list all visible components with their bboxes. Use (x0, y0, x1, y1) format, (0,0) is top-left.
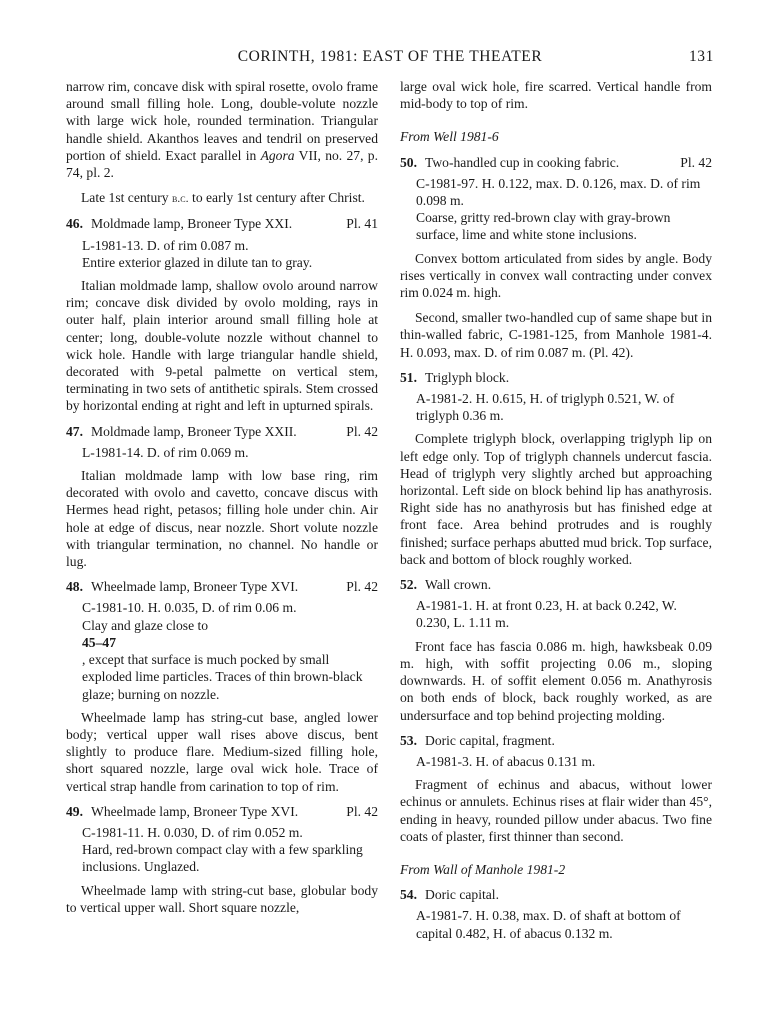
page-number: 131 (688, 48, 714, 65)
entry-46-description: Italian moldmade lamp, shallow ovolo around narrow rim; concave disk divided by ovolo molding, rays in outer half, plain interior around small filling hole at center; long, double-volute nozzle without channel to wick hole. Handle with large triangular handle shield, decorated with 9-petal palmette on vertical stem, terminating in two sets of antithetic spirals. Stem crossed by horizontal ending at right and left in upturned spirals. (66, 278, 378, 414)
plate-ref: Pl. 42 (346, 423, 378, 439)
plate-ref: Pl. 42 (346, 579, 378, 595)
entry-50-meta: C-1981-97. H. 0.122, max. D. 0.126, max. D. of rim 0.098 m. Coarse, gritty red-brown clay with gray-brown surface, lime and white stone inclusions. (416, 175, 701, 243)
entry-53-title: 53. Doric capital, fragment. (400, 732, 555, 748)
entry-50-title: 50. Two-handled cup in cooking fabric. Pl. 42 (400, 154, 712, 170)
entry-52-title: 52. Wall crown. (400, 577, 492, 593)
continued-paragraph: large oval wick hole, fire scarred. Vertical handle from mid-body to top of rim. (400, 79, 712, 112)
entry-50-description: Convex bottom articulated from sides by angle. Body rises vertically in convex wall contracting under convex rim 0.024 m. high. (400, 250, 712, 301)
entry-49-description: Wheelmade lamp with string-cut base, globular body to vertical upper wall. Short square nozzle, (66, 882, 378, 915)
date-paragraph: Late 1st century b.c. to early 1st century after Christ. (81, 190, 365, 206)
entry-51-meta: A-1981-2. H. 0.615, H. of triglyph 0.521, W. of triglyph 0.36 m. (416, 391, 675, 424)
entry-47-meta: L-1981-14. D. of rim 0.069 m. (82, 444, 249, 460)
agora-ref: Agora (260, 147, 295, 163)
entry-54-meta: A-1981-7. H. 0.38, max. D. of shaft at bottom of capital 0.482, H. of abacus 0.132 m. (416, 908, 681, 941)
entry-48-meta: C-1981-10. H. 0.035, D. of rim 0.06 m. Clay and glaze close to 45–47 , except that surface is much pocked by small exploded lime particles. Traces of thin brown-black glaze; burning on nozzle. (66, 599, 378, 702)
page-header (66, 48, 714, 72)
section-heading-manhole: From Wall of Manhole 1981-2 (400, 861, 566, 877)
entry-52-description: Front face has fascia 0.086 m. high, hawksbeak 0.09 m. high, with soffit projecting 0.06 m., sloping downwards. H. of soffit element 0.056 m. Anathyrosis on both ends of block, back roughly worked, as are undersurface and top behind projecting molding. (400, 638, 712, 723)
cross-ref: 45–47 (82, 634, 116, 650)
running-title: CORINTH, 1981: EAST OF THE THEATER (237, 48, 543, 65)
entry-51-description: Complete triglyph block, overlapping triglyph lip on left edge only. Top of triglyph channels undercut fascia. Head of triglyph very slightly arched but approaching horizontal. Left side on block behind lip has anathyrosis. Right side has no anathyrosis but has finished edge at front face. Area behind protrudes and is roughly finished; surface perhaps abutted mud brick. Top surface, back and bottom of block roughly worked. (400, 431, 712, 567)
entry-53-meta: A-1981-3. H. of abacus 0.131 m. (416, 753, 596, 769)
entry-52-meta: A-1981-1. H. at front 0.23, H. at back 0.242, W. 0.230, L. 1.11 m. (416, 598, 677, 631)
entry-47-description: Italian moldmade lamp with low base ring, rim decorated with ovolo and cavetto, concave discus with Hermes head right, petasos; filling hole under chin. Air hole at edge of discus, near nozzle. Short volute nozzle with triangular termination, no channel. No handle or lug. (66, 468, 378, 570)
entry-49-meta: C-1981-11. H. 0.030, D. of rim 0.052 m. Hard, red-brown compact clay with a few sparkling inclusions. Unglazed. (82, 824, 363, 875)
right-column (400, 78, 712, 948)
entry-49-title: 49. Wheelmade lamp, Broneer Type XVI. Pl. 42 (66, 803, 378, 819)
plate-ref: Pl. 41 (346, 216, 378, 232)
entry-48-description: Wheelmade lamp has string-cut base, angled lower body; vertical upper wall rises above discus, bent slightly to produce flare. Medium-sized filling hole, short squared nozzle, large oval wick hole. Trace of vertical strap handle from carination to top of rim. (66, 709, 378, 794)
entry-48-title: 48. Wheelmade lamp, Broneer Type XVI. Pl. 42 (66, 579, 378, 595)
entry-46-meta: L-1981-13. D. of rim 0.087 m. Entire exterior glazed in dilute tan to gray. (82, 237, 313, 270)
continued-paragraph: narrow rim, concave disk with spiral rosette, ovolo frame around small filling hole. Long, double-volute nozzle with large wick hole, rounded termination. Triangular handle shield. Akanthos leaves and tendril on preserved portion of shield. Exact parallel in Agora VII, no. 27, p. 74, pl. 2. (66, 79, 378, 181)
section-heading-well: From Well 1981-6 (400, 129, 499, 145)
entry-50-description-2: Second, smaller two-handled cup of same shape but in thin-walled fabric, C-1981-125, from Manhole 1981-4. H. 0.093, max. D. of rim 0.087 m. (Pl. 42). (400, 310, 712, 360)
plate-ref: Pl. 42 (680, 154, 712, 170)
entry-54-title: 54. Doric capital. (400, 887, 499, 903)
entry-51-title: 51. Triglyph block. (400, 369, 510, 385)
entry-53-description: Fragment of echinus and abacus, without lower echinus or annulets. Echinus rises at flair wider than 45°, ending in heavy, rounded pillow under abacus. Two fine coats of plaster, first thinner than second. (400, 777, 712, 844)
entry-46-title: 46. Moldmade lamp, Broneer Type XXI. Pl. 41 (66, 216, 378, 232)
left-column (66, 78, 378, 924)
entry-47-title: 47. Moldmade lamp, Broneer Type XXII. Pl. 42 (66, 423, 378, 439)
plate-ref: Pl. 42 (346, 803, 378, 819)
